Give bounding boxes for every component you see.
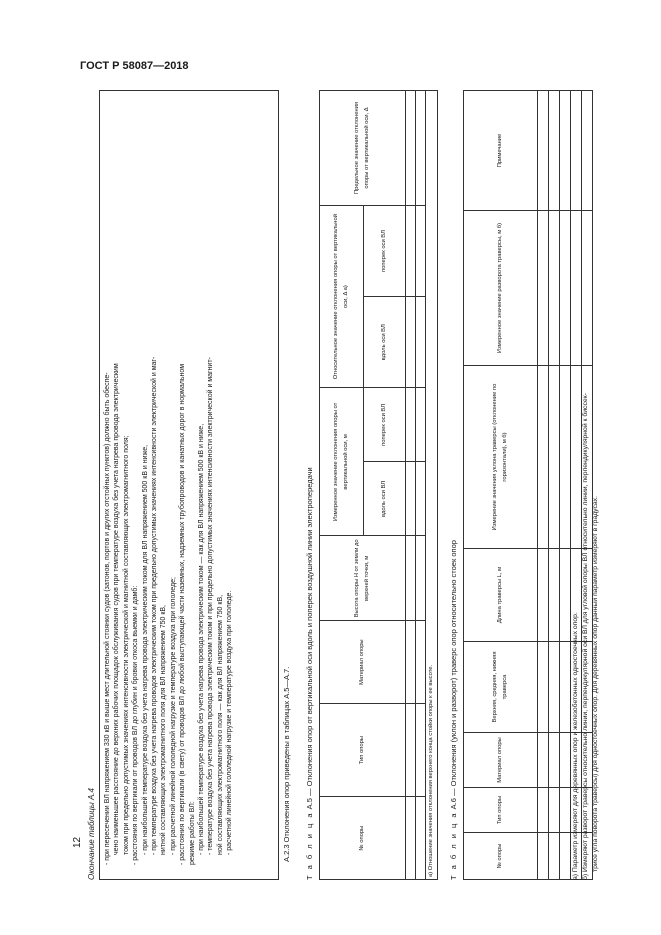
- box-line: - при расчетной линейной гололедной нагрузке и температуре воздуха при гололеде;: [169, 577, 177, 855]
- rotated-content: [83, 90, 603, 880]
- col-header: Примечание: [464, 91, 538, 211]
- table-cell: [416, 205, 426, 296]
- table-cell: [549, 91, 560, 211]
- table-cell: [406, 536, 416, 621]
- sub-header: вдоль оси ВЛ: [364, 462, 406, 536]
- col-header: Верхняя, средняя, нижняя траверса: [464, 642, 538, 733]
- col-header: Измеренное значение разворота траверсы, м б): [464, 211, 538, 366]
- table-cell: [416, 388, 426, 462]
- box-line: током при предельно допустимых значениях интенсивности электрической и магнитной составляющих электромагнитного поля;: [122, 435, 130, 855]
- table-cell: [538, 549, 549, 642]
- table-cell: [538, 91, 549, 211]
- col-header: Материал опоры: [464, 733, 538, 788]
- table-cell: [549, 549, 560, 642]
- table-cell: [549, 642, 560, 733]
- table-cell: [560, 91, 571, 211]
- table-footnote: а) Отношение значения отклонения верхнего конца стойки опоры к ее высоте.: [426, 91, 438, 880]
- table-cell: [538, 642, 549, 733]
- table-cell: [549, 788, 560, 833]
- box-line: - при наибольшей температуре воздуха без учета нагрева провода электрическим током для ВЛ напряжением 500 кВ и ниже,: [141, 444, 149, 855]
- col-header: Предельное значение отклонения опоры от вертикальной оси, Δ: [320, 91, 406, 206]
- box-line: - расчетной линейной гололедной нагрузке и температуре воздуха при гололеде.: [226, 590, 234, 855]
- table-cell: [582, 211, 593, 366]
- table-cell: [416, 536, 426, 621]
- table-cell: [560, 211, 571, 366]
- footnote-b-continued: трисе угла поворота траверсы) для одностоечных опор. Для деревянных опор данный параметр измеряют в градусах.: [592, 496, 599, 872]
- document-header: ГОСТ Р 58087—2018: [80, 60, 189, 72]
- table-cell: [538, 788, 549, 833]
- box-line: нитной составляющих электромагнитного поля для ВЛ напряжением 750 кВ,: [160, 605, 168, 855]
- table-cell: [538, 833, 549, 880]
- col-header: № опоры: [464, 833, 538, 880]
- table-cell: [549, 211, 560, 366]
- table-cell: [406, 388, 416, 462]
- box-line: - при температуре воздуха без учета нагрева проводов электрическим током при предельно допустимых значениях интенсивности электрической и маг-: [151, 356, 159, 855]
- table-cell: [549, 833, 560, 880]
- table-cell: [571, 366, 582, 549]
- table-cell: [416, 297, 426, 388]
- table-cell: [560, 366, 571, 549]
- table-cell: [549, 733, 560, 788]
- col-header: Высота опоры H от земли до верхней точки, м: [320, 536, 406, 621]
- box-line: - температуре воздуха без учета нагрева провода электрическим током и при предельно допустимых значениях интенсивности электрической и магнит-: [207, 357, 215, 855]
- table-cell: [406, 621, 416, 704]
- col-header: Измеренное значение отклонения опоры от вертикальной оси, м: [320, 388, 364, 536]
- box-line: ной составляющих электромагнитного поля — как для ВЛ напряжением 750 кВ,: [216, 594, 224, 855]
- sub-header: вдоль оси ВЛ: [364, 297, 406, 388]
- table-caption-text: А.6 — Отклонения (уклон и разворот) траверс опор относительно стоек опор: [449, 540, 458, 810]
- table-cell: [560, 788, 571, 833]
- table-cell: [538, 211, 549, 366]
- box-line: чено наименьшее расстояние до верхних рабочих площадок обслуживания судов при температуре воздуха без учета нагрева провода электрическим: [113, 363, 121, 855]
- sub-header: поперек оси ВЛ: [364, 205, 406, 296]
- col-header: Материал опоры: [320, 621, 406, 704]
- box-line: - расстояния по вертикали (в свету) от проводов ВЛ до любой выступающей части наземных, надземных трубопроводов и канатных дорог в нормальном: [179, 363, 187, 865]
- table-cell: [416, 797, 426, 880]
- sub-header: поперек оси ВЛ: [364, 388, 406, 462]
- table-row: [406, 91, 416, 880]
- table-cell: [560, 833, 571, 880]
- table-cell: [406, 205, 416, 296]
- col-header: Длина траверсы L, м: [464, 549, 538, 642]
- table-cell: [416, 621, 426, 704]
- col-header: Тип опоры: [320, 703, 406, 796]
- table-cell: [560, 549, 571, 642]
- table-caption-text: А.5 — Отклонения опор от вертикальной оси вдоль и поперек воздушной линии электропередачи: [305, 467, 314, 810]
- box-line: - при пересечении ВЛ напряжением 330 кВ и выше мест длительной стоянки судов (затонов, портов и других отстойных пунктов) должно быть обеспе-: [104, 372, 111, 865]
- footnote-a: а) Параметр измеряют для деревянных опор и железобетонных одностоечных опор.: [572, 612, 579, 880]
- box-line: - расстояния по вертикали от проводов ВЛ до глубин и бровки откоса выемки и дамб:: [132, 585, 140, 865]
- table-cell: [406, 462, 416, 536]
- table-cell: [406, 703, 416, 796]
- table-cell: [406, 797, 416, 880]
- table-cell: [406, 91, 416, 206]
- table-row: [560, 91, 571, 880]
- table-cell: [406, 297, 416, 388]
- table-cell: [416, 462, 426, 536]
- table-a6-caption: [449, 540, 458, 880]
- table-a5-caption: [305, 467, 314, 880]
- table-row: [416, 91, 426, 880]
- table-cell: [571, 211, 582, 366]
- page-number: 12: [72, 836, 83, 848]
- box-line: режиме работы ВЛ:: [188, 801, 196, 865]
- table-a4-continuation-box: [99, 90, 279, 880]
- box-line: - при наибольшей температуре воздуха без учета нагрева провода электрическим током — как для ВЛ напряжением 500 кВ и ниже,: [198, 423, 206, 855]
- table-cell: [416, 91, 426, 206]
- table-label: Т а б л и ц а: [305, 811, 314, 880]
- table-cell: [416, 703, 426, 796]
- table-cell: [560, 642, 571, 733]
- col-header: № опоры: [320, 797, 406, 880]
- table-cell: [571, 91, 582, 211]
- table-cell: [549, 366, 560, 549]
- continuation-note: Окончание таблицы А.4: [87, 788, 96, 880]
- table-cell: [538, 733, 549, 788]
- table-cell: [560, 733, 571, 788]
- col-header: Относительное значение отклонения опоры от вертикальной оси, Δ а): [320, 205, 364, 387]
- col-header: Тип опоры: [464, 788, 538, 833]
- table-cell: [538, 366, 549, 549]
- paragraph-a23: А.2.3 Отклонения опор приведены в таблицах А.5—А.7.: [282, 666, 291, 862]
- table-row: [538, 91, 549, 880]
- table-label: Т а б л и ц а: [449, 811, 458, 880]
- footnote-b: б) Измеряют разворот траверсы относительно линии, перпендикулярной оси ВЛ для угловой опоры ВЛ относительно линии, перпендикулярной к биссек-: [582, 393, 589, 880]
- table-cell: [582, 91, 593, 211]
- table-a5: [319, 90, 438, 880]
- col-header: Измерение значения уклона траверсы (отклонение по горизонтали), м б): [464, 366, 538, 549]
- table-row: [549, 91, 560, 880]
